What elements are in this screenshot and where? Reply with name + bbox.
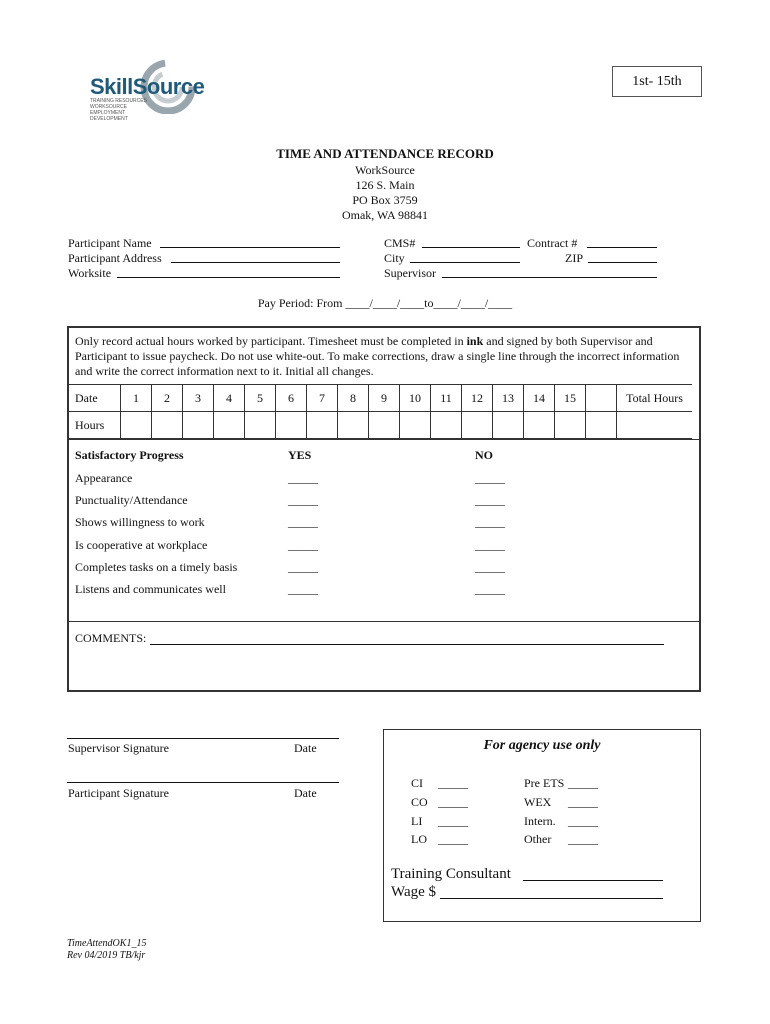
address-line: WorkSource (355, 163, 415, 177)
agency-code: CO (411, 795, 428, 809)
date-label: Date (294, 741, 317, 755)
participant-signature-line[interactable] (67, 782, 339, 783)
contract-field[interactable] (587, 236, 657, 248)
date-label: Date (294, 786, 317, 800)
day-cell: 14 (524, 385, 555, 412)
agency-blank[interactable]: _____ (568, 776, 598, 790)
no-blank[interactable]: _____ (475, 560, 505, 574)
divider (67, 439, 701, 440)
skillsource-logo (86, 60, 226, 122)
agency-blank[interactable]: _____ (568, 832, 598, 846)
day-cell: 8 (338, 385, 369, 412)
participant-name-field[interactable] (160, 236, 340, 248)
cms-field[interactable] (422, 236, 520, 248)
contract-label: Contract # (527, 236, 578, 250)
wage-label: Wage $ (391, 884, 437, 900)
agency-blank[interactable]: _____ (568, 814, 598, 828)
agency-code: CI (411, 776, 423, 790)
yes-blank[interactable]: _____ (288, 471, 318, 485)
agency-blank[interactable]: _____ (438, 832, 468, 846)
no-blank[interactable]: _____ (475, 582, 505, 596)
city-field[interactable] (410, 251, 520, 263)
agency-blank[interactable]: _____ (568, 795, 598, 809)
address-line: 126 S. Main (355, 178, 415, 192)
hours-input[interactable] (121, 412, 152, 439)
logo-tagline: TRAINING RESOURCES WORKSOURCE EMPLOYMENT DEVELOPMENT (90, 98, 147, 122)
day-cell: 10 (400, 385, 431, 412)
progress-item: Appearance (75, 471, 133, 485)
total-hours-label: Total Hours (617, 385, 693, 412)
participant-name-label: Participant Name (68, 236, 152, 250)
yes-blank[interactable]: _____ (288, 493, 318, 507)
day-cell: 3 (183, 385, 214, 412)
comments-label: COMMENTS: (75, 631, 147, 645)
progress-item: Listens and communicates well (75, 582, 226, 596)
worksite-field[interactable] (117, 266, 340, 278)
day-cell: 1 (121, 385, 152, 412)
cms-label: CMS# (384, 236, 416, 250)
day-cell: 12 (462, 385, 493, 412)
hours-input[interactable] (586, 412, 617, 439)
day-cell: 15 (555, 385, 586, 412)
pay-period-line[interactable]: Pay Period: From ____/____/____to____/____/____ (257, 296, 513, 310)
agency-title: For agency use only (483, 738, 601, 753)
address-line: Omak, WA 98841 (341, 208, 429, 222)
wage-field[interactable] (440, 884, 663, 899)
agency-code: Pre ETS (524, 776, 565, 790)
day-cell: 9 (369, 385, 400, 412)
supervisor-field[interactable] (442, 266, 657, 278)
hours-input[interactable] (276, 412, 307, 439)
agency-blank[interactable]: _____ (438, 795, 468, 809)
hours-input[interactable] (214, 412, 245, 439)
agency-blank[interactable]: _____ (438, 776, 468, 790)
total-hours-input[interactable] (617, 412, 693, 439)
yes-heading: YES (288, 448, 312, 462)
participant-signature-label: Participant Signature (68, 786, 169, 800)
hours-input[interactable] (462, 412, 493, 439)
hours-input[interactable] (524, 412, 555, 439)
day-cell: 5 (245, 385, 276, 412)
hours-input[interactable] (400, 412, 431, 439)
day-cell: 6 (276, 385, 307, 412)
training-consultant-label: Training Consultant (391, 866, 511, 882)
agency-code: Intern. (524, 814, 556, 828)
hours-input[interactable] (493, 412, 524, 439)
page-title: TIME AND ATTENDANCE RECORD (276, 146, 494, 161)
instructions-text: Only record actual hours worked by participant. Timesheet must be completed in (75, 334, 467, 348)
yes-blank[interactable]: _____ (288, 582, 318, 596)
supervisor-signature-label: Supervisor Signature (68, 741, 169, 755)
day-cell: 2 (152, 385, 183, 412)
day-cell: 7 (307, 385, 338, 412)
yes-blank[interactable]: _____ (288, 538, 318, 552)
worksite-label: Worksite (68, 266, 112, 280)
progress-item: Is cooperative at workplace (75, 538, 208, 552)
divider (67, 621, 701, 622)
date-label: Date (68, 385, 121, 412)
agency-code: WEX (524, 795, 552, 809)
day-cell: 4 (214, 385, 245, 412)
instructions-bold: ink (466, 334, 484, 348)
agency-code: LO (411, 832, 427, 846)
hours-input[interactable] (338, 412, 369, 439)
address-line: PO Box 3759 (352, 193, 418, 207)
yes-blank[interactable]: _____ (288, 560, 318, 574)
training-consultant-field[interactable] (523, 866, 663, 881)
no-blank[interactable]: _____ (475, 538, 505, 552)
hours-input[interactable] (369, 412, 400, 439)
progress-heading: Satisfactory Progress (75, 448, 184, 462)
agency-code: LI (411, 814, 423, 828)
hours-input[interactable] (431, 412, 462, 439)
hours-row (68, 412, 693, 439)
zip-field[interactable] (588, 251, 657, 263)
no-blank[interactable]: _____ (475, 471, 505, 485)
instructions-text: and signed by both Supervisor and Participant to issue paycheck. Do not use white-out. To make corrections, draw a single line through the incorrect information and write the correct information next to it. Initial all changes. (75, 334, 680, 378)
agency-blank[interactable]: _____ (438, 814, 468, 828)
pay-period-badge: 1st- 15th (612, 66, 702, 97)
comments-field[interactable] (150, 633, 664, 645)
no-heading: NO (475, 448, 493, 462)
city-label: City (384, 251, 405, 265)
form-code: TimeAttendOK1_15 (67, 938, 147, 949)
participant-address-label: Participant Address (68, 251, 162, 265)
hours-label: Hours (68, 412, 121, 439)
progress-item: Completes tasks on a timely basis (75, 560, 238, 574)
participant-address-field[interactable] (171, 251, 340, 263)
no-blank[interactable]: _____ (475, 515, 505, 529)
day-cell: 13 (493, 385, 524, 412)
day-cell: 11 (431, 385, 462, 412)
supervisor-label: Supervisor (384, 266, 436, 280)
yes-blank[interactable]: _____ (288, 515, 318, 529)
instructions (75, 334, 695, 379)
hours-input[interactable] (555, 412, 586, 439)
supervisor-signature-line[interactable] (67, 738, 339, 739)
zip-label: ZIP (565, 251, 583, 265)
revision-note: Rev 04/2019 TB/kjr (67, 950, 146, 961)
progress-item: Shows willingness to work (75, 515, 205, 529)
logo-wordmark: SkillSource (90, 74, 205, 99)
extra-cell (586, 385, 617, 412)
hours-input[interactable] (245, 412, 276, 439)
progress-item: Punctuality/Attendance (75, 493, 188, 507)
date-row (68, 385, 693, 412)
hours-input[interactable] (183, 412, 214, 439)
no-blank[interactable]: _____ (475, 493, 505, 507)
hours-input[interactable] (152, 412, 183, 439)
hours-input[interactable] (307, 412, 338, 439)
hours-grid (67, 384, 692, 439)
agency-code: Other (524, 832, 552, 846)
